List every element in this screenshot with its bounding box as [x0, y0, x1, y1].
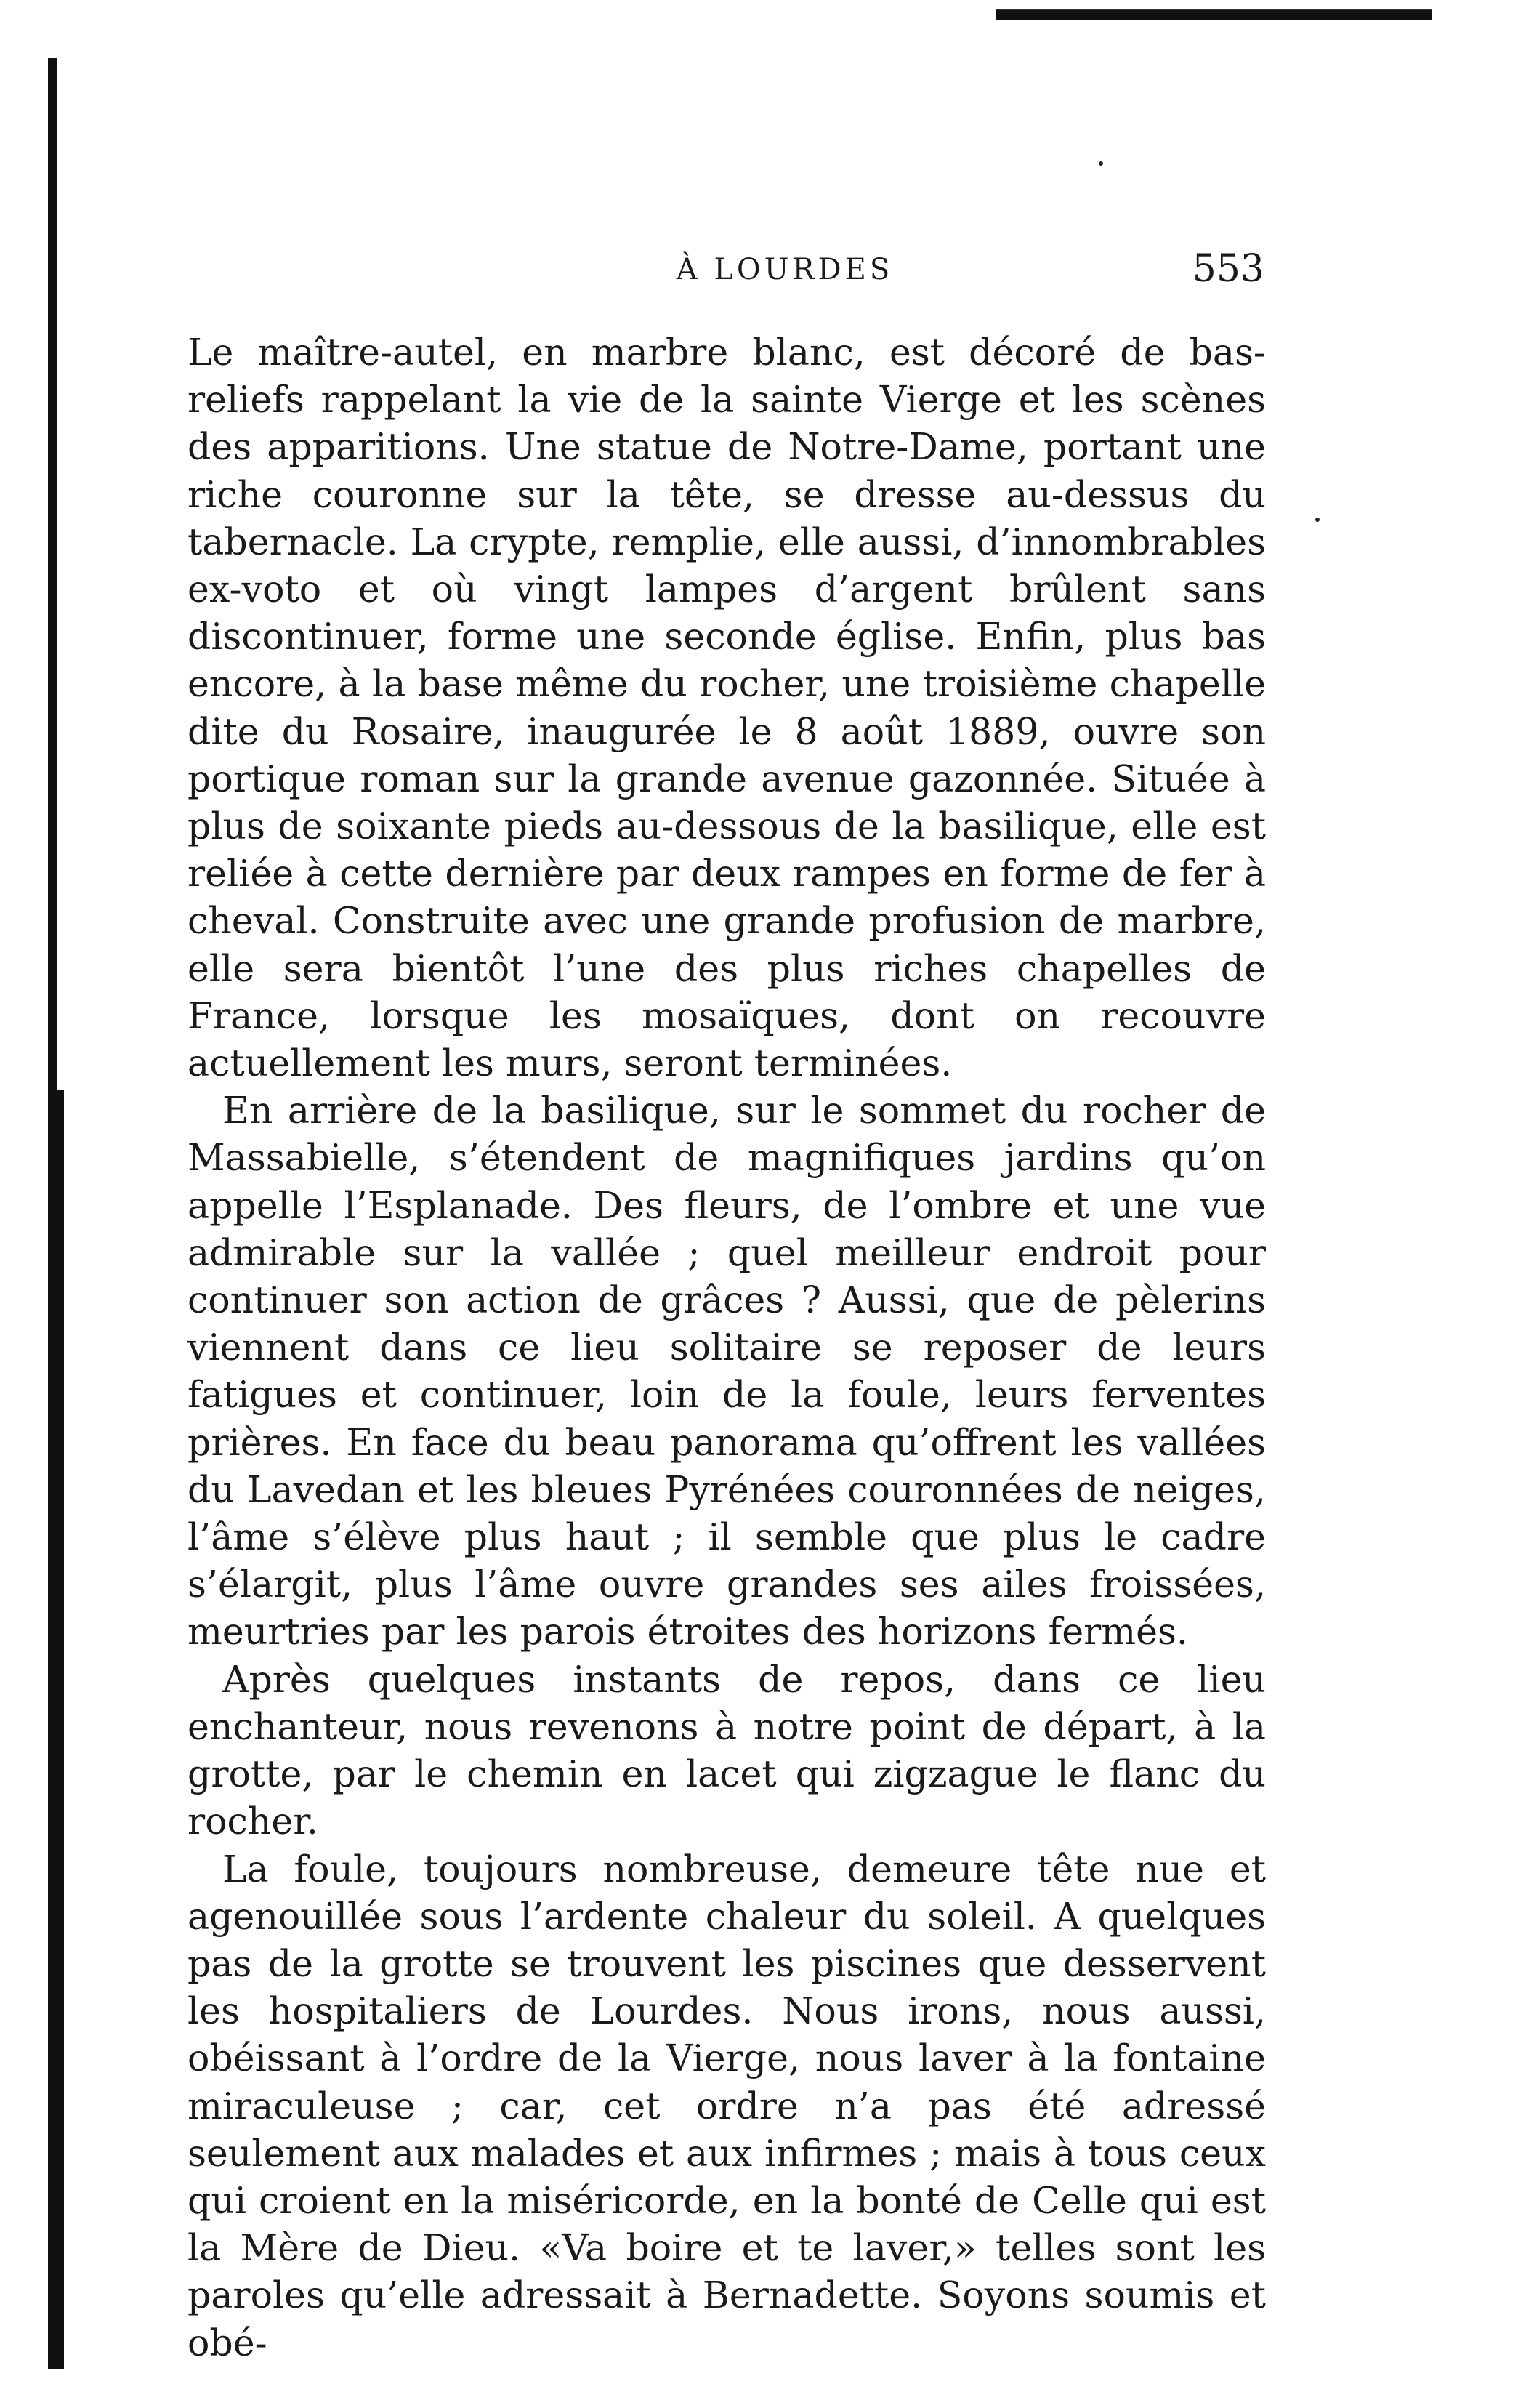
body-text: [187, 329, 1266, 2367]
top-rule: [996, 10, 1432, 20]
paragraph: Après quelques instants de repos, dans ce lieu enchanteur, nous revenons à notre point de départ, à la grotte, par le chemin en lacet qui zigzague le flanc du rocher.: [187, 1657, 1266, 1843]
page-number: 553: [1192, 247, 1264, 291]
page-header: [189, 247, 1264, 305]
speck: [1315, 518, 1320, 522]
speck: [1099, 161, 1103, 166]
binding-edge-thick: [48, 1090, 64, 2369]
running-title: À LOURDES: [676, 253, 894, 286]
paragraph: La foule, toujours nombreuse, demeure tête nue et agenouillée sous l’ardente chaleur du soleil. A quelques pas de la grotte se trouvent les piscines que desservent les hospitaliers de Lourdes. Nous irons, nous aussi, obéissant à l’ordre de la Vierge, nous laver à la fontaine miraculeuse ; car, cet ordre n’a pas été adressé seulement aux malades et aux infirmes ; mais à tous ceux qui croient en la miséricorde, en la bonté de Celle qui est la Mère de Dieu. «Va boire et te laver,» telles sont les paroles qu’elle adressait à Bernadette. Soyons soumis et obé-: [187, 1847, 1266, 2364]
paragraph: En arrière de la basilique, sur le sommet du rocher de Massabielle, s’étendent de magnifiques jardins qu’on appelle l’Esplanade. Des fleurs, de l’ombre et une vue admirable sur la vallée ; quel meilleur endroit pour continuer son action de grâces ? Aussi, que de pèlerins viennent dans ce lieu solitaire se reposer de leurs fatigues et continuer, loin de la foule, leurs ferventes prières. En face du beau panorama qu’offrent les vallées du Lavedan et les bleues Pyrénées couronnées de neiges, l’âme s’élève plus haut ; il semble que plus le cadre s’élargit, plus l’âme ouvre grandes ses ailes froissées, meurtries par les parois étroites des horizons fermés.: [187, 1089, 1266, 1654]
paragraph: Le maître-autel, en marbre blanc, est décoré de bas-reliefs rappelant la vie de la sainte Vierge et les scènes des apparitions. Une statue de Notre-Dame, portant une riche couronne sur la tête, se dresse au-dessus du tabernacle. La crypte, remplie, elle aussi, d’innombrables ex-voto et où vingt lampes d’argent brûlent sans discontinuer, forme une seconde église. Enfin, plus bas encore, à la base même du rocher, une troisième chapelle dite du Rosaire, inaugurée le 8 août 1889, ouvre son portique roman sur la grande avenue gazonnée. Située à plus de soixante pieds au-dessous de la basilique, elle est reliée à cette dernière par deux rampes en forme de fer à cheval. Construite avec une grande profusion de marbre, elle sera bientôt l’une des plus riches chapelles de France, lorsque les mosaïques, dont on recouvre actuellement les murs, seront terminées.: [187, 331, 1266, 1085]
